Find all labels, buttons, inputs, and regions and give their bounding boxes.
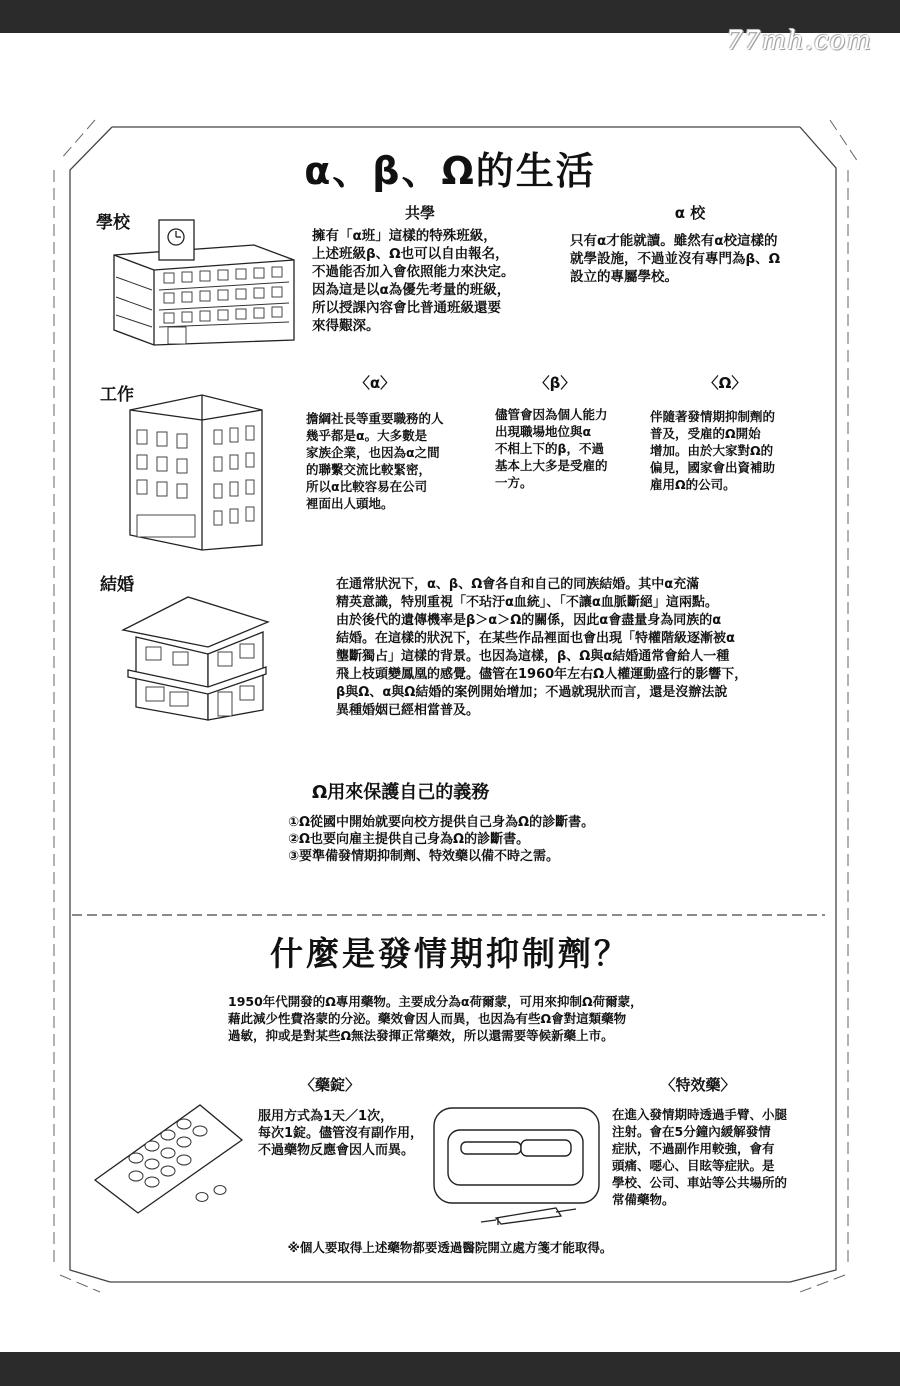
work-col-head-alpha: 〈α〉 (354, 374, 396, 392)
marriage-text: 在通常狀況下，α、β、Ω會各自和自己的同族結婚。其中α充滿 精英意識，特別重視「不玷汙α血統」、「不讓α血脈斷絕」這兩點。 由於後代的遺傳機率是β＞α＞Ω的關係，因此α會盡量身為同族的α 結婚。在這樣的狀況下，在某些作品裡面也會出現「特權階級逐漸被α 壟斷獨占」這樣的背景。也因為這樣，β、Ω與α結婚通常會給人一種 飛上枝頭變鳳凰的感覺。儘管在1960年左右Ω人權運動盛行的影響下， β與Ω、α與Ω結婚的案例開始增加；不過就現狀而言，還是沒辦法說 異種婚姻已經相當普及。 (336, 577, 748, 718)
footnote: ※個人要取得上述藥物都要透過醫院開立處方箋才能取得。 (287, 1240, 613, 1255)
school-building-illustration (104, 215, 304, 350)
work-alpha-text: 擔綱社長等重要職務的人 幾乎都是α。大多數是 家族企業，也因為α之間 的聯繫交流比較緊密， 所以α比較容易在公司 裡面出人頭地。 (306, 411, 444, 511)
school-cowork-text: 擁有「α班」這樣的特殊班級， 上述班級β、Ω也可以自由報名， 不過能否加入會依照能力來決定。 因為這是以α為優先考量的班級， 所以授課內容會比普通班級還要 來得艱深。 (312, 228, 515, 334)
tablet-heading: 〈藥錠〉 (299, 1076, 360, 1094)
injection-kit-illustration (426, 1100, 606, 1230)
duties-heading: Ω用來保護自己的義務 (312, 782, 490, 803)
work-beta-text: 儘管會因為個人能力 出現職場地位與α 不相上下的β，不過 基本上大多是受雇的 一方。 (495, 407, 608, 490)
suppressant-title: 什麼是發情期抑制劑？ (270, 934, 630, 973)
work-col-head-beta: 〈β〉 (534, 374, 576, 392)
section-label-school: 學校 (96, 213, 130, 233)
bottom-bar (0, 1352, 900, 1386)
duty-item: ③要準備發情期抑制劑、特效藥以備不時之需。 (288, 849, 560, 864)
office-building-illustration (122, 385, 267, 555)
watermark: 77mh.com (726, 26, 872, 56)
page-title: α、β、Ω的生活 (304, 149, 596, 193)
house-illustration (118, 592, 278, 727)
school-col-head-cowork: 共學 (404, 204, 435, 222)
loose-pills-illustration (190, 1182, 240, 1207)
special-heading: 〈特效藥〉 (660, 1076, 736, 1094)
special-text: 在進入發情期時透過手臂、小腿 注射。會在5分鐘內緩解發情 症狀，不過副作用較強，會有 頭痛、噁心、目眩等症狀。是 學校、公司、車站等公共場所的 常備藥物。 (612, 1107, 788, 1207)
suppressant-intro: 1950年代開發的Ω專用藥物。主要成分為α荷爾蒙，可用來抑制Ω荷爾蒙， 藉此減少性費洛蒙的分泌。藥效會因人而異，也因為有些Ω會對這類藥物 過敏，抑或是對某些Ω無法發揮正常藥效，所以還需要等候新藥上市。 (228, 994, 643, 1043)
duties-list (288, 814, 708, 865)
duty-item: ①Ω從國中開始就要向校方提供自己身為Ω的診斷書。 (288, 815, 595, 830)
work-omega-text: 伴隨著發情期抑制劑的 普及，受雇的Ω開始 增加。由於大家對Ω的 偏見，國家會出資補助 雇用Ω的公司。 (650, 409, 776, 492)
work-col-head-omega: 〈Ω〉 (703, 374, 747, 392)
section-label-work: 工作 (100, 385, 134, 405)
section-label-marriage: 結婚 (100, 575, 134, 595)
school-alpha-text: 只有α才能就讀。雖然有α校這樣的 就學設施，不過並沒有專門為β、Ω 設立的專屬學校。 (570, 233, 781, 285)
tablet-text: 服用方式為1天／1次， 每次1錠。儘管沒有副作用， 不過藥物反應會因人而異。 (258, 1109, 424, 1158)
duty-item: ②Ω也要向雇主提供自己身為Ω的診斷書。 (288, 832, 530, 847)
school-col-head-alpha: α 校 (674, 204, 706, 222)
